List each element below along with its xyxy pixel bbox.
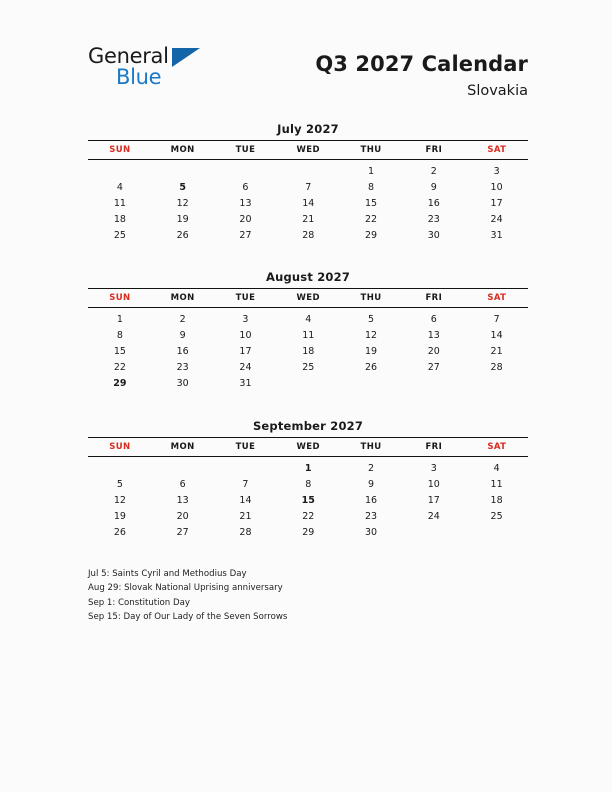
calendar-day[interactable]: 11 [113, 197, 126, 209]
calendar-day[interactable]: 13 [427, 329, 440, 341]
calendar-day[interactable]: 13 [239, 197, 252, 209]
calendar-week-row [89, 457, 529, 477]
calendar-day[interactable]: 8 [305, 478, 312, 490]
calendar-day[interactable]: 2 [367, 462, 375, 474]
calendar-day[interactable]: 23 [176, 362, 189, 374]
calendar-day[interactable]: 22 [113, 362, 126, 374]
month-block-september [88, 419, 528, 541]
calendar-day[interactable]: 4 [493, 462, 500, 474]
calendar-day[interactable]: 8 [367, 181, 375, 193]
page-title: Q3 2027 Calendar [315, 52, 528, 76]
weekday-header-row [89, 289, 529, 308]
general-blue-logo[interactable] [88, 44, 218, 96]
calendar-day[interactable]: 28 [239, 527, 252, 539]
calendar-day[interactable]: 10 [239, 329, 252, 341]
holiday-list-item: Jul 5: Saints Cyril and Methodius Day [88, 569, 247, 579]
calendar-day[interactable]: 13 [176, 494, 189, 506]
holiday-list-item: Aug 29: Slovak National Uprising anniversary [88, 583, 283, 594]
calendar-day[interactable]: 6 [430, 313, 437, 325]
logo-triangle-icon [172, 48, 200, 67]
calendar-day[interactable]: 29 [302, 527, 315, 539]
calendar-week-row [89, 327, 529, 343]
calendar-day[interactable]: 19 [113, 511, 126, 523]
calendar-day-empty [402, 525, 465, 541]
calendar-day[interactable]: 16 [176, 345, 189, 357]
calendar-week-row [89, 476, 529, 492]
calendar-day[interactable]: 28 [490, 362, 503, 374]
calendar-day[interactable]: 2 [179, 313, 186, 325]
calendar-day[interactable]: 30 [176, 378, 189, 390]
calendar-day[interactable]: 20 [427, 345, 440, 357]
calendar-day-empty [277, 160, 340, 180]
calendar-day[interactable]: 12 [364, 329, 378, 341]
weekday-header-sun: SUN [89, 438, 152, 457]
calendar-day[interactable]: 29 [364, 230, 378, 242]
calendar-week-row [89, 212, 529, 228]
calendar-day[interactable]: 11 [302, 329, 315, 341]
calendar-table [88, 437, 528, 541]
holiday-list-item: Sep 15: Day of Our Lady of the Seven Sorrows [88, 612, 288, 623]
calendar-day[interactable]: 5 [116, 478, 123, 490]
calendar-day[interactable]: 1 [116, 313, 123, 325]
weekday-header-fri: FRI [402, 141, 465, 160]
page-header [0, 0, 612, 110]
calendar-day-holiday[interactable]: 5 [179, 181, 186, 193]
calendar-week-row [89, 179, 529, 195]
calendar-day[interactable]: 27 [239, 230, 252, 242]
calendar-day-empty [214, 160, 277, 180]
calendar-day[interactable]: 10 [427, 478, 440, 490]
calendar-table [88, 288, 528, 392]
calendar-day[interactable]: 14 [302, 197, 315, 209]
calendar-day[interactable]: 22 [364, 214, 378, 226]
calendar-week-row [89, 492, 529, 508]
calendar-day[interactable]: 17 [490, 197, 503, 209]
calendar-day[interactable]: 5 [367, 313, 375, 325]
calendar-day[interactable]: 21 [302, 214, 315, 226]
month-title: August 2027 [265, 270, 351, 284]
calendar-day[interactable]: 6 [242, 181, 249, 193]
calendar-day[interactable]: 26 [364, 362, 378, 374]
calendar-day[interactable]: 14 [490, 329, 503, 341]
month-block-august [88, 270, 528, 392]
weekday-header-sun: SUN [89, 141, 152, 160]
calendar-day-holiday[interactable]: 29 [113, 378, 127, 390]
calendar-day[interactable]: 18 [113, 214, 126, 226]
calendar-day[interactable]: 23 [427, 214, 440, 226]
calendar-day-empty [151, 160, 214, 180]
calendar-day[interactable]: 18 [302, 345, 315, 357]
logo-text-blue: Blue [116, 65, 162, 89]
calendar-day-empty [402, 376, 465, 392]
calendar-day[interactable]: 30 [364, 527, 378, 539]
weekday-header-thu: THU [340, 438, 403, 457]
weekday-header-thu: THU [340, 289, 403, 308]
calendar-day[interactable]: 18 [490, 494, 503, 506]
calendar-day[interactable]: 27 [176, 527, 189, 539]
weekday-header-wed: WED [277, 141, 340, 160]
weekday-header-tue: TUE [214, 438, 277, 457]
calendar-day[interactable]: 7 [242, 478, 249, 490]
weekday-header-sun: SUN [89, 289, 152, 308]
calendar-day-empty [465, 376, 528, 392]
weekday-header-wed: WED [277, 289, 340, 308]
calendar-day-holiday[interactable]: 15 [301, 494, 315, 506]
weekday-header-fri: FRI [402, 289, 465, 308]
calendar-day[interactable]: 10 [490, 181, 503, 193]
month-title: September 2027 [252, 419, 364, 433]
calendar-day-empty [340, 376, 403, 392]
calendar-day[interactable]: 21 [239, 511, 252, 523]
calendar-day-holiday[interactable]: 1 [304, 462, 312, 474]
calendar-day[interactable]: 3 [493, 165, 500, 177]
calendar-day[interactable]: 31 [239, 378, 252, 390]
calendar-day[interactable]: 9 [367, 478, 375, 490]
calendar-week-row [89, 160, 529, 180]
calendar-day[interactable]: 7 [305, 181, 312, 193]
calendar-day[interactable]: 30 [427, 230, 440, 242]
calendar-day[interactable]: 7 [493, 313, 500, 325]
weekday-header-mon: MON [151, 438, 214, 457]
holiday-list-item: Sep 1: Constitution Day [88, 597, 190, 608]
weekday-header-row [89, 438, 529, 457]
calendar-day[interactable]: 3 [242, 313, 249, 325]
calendar-day[interactable]: 11 [490, 478, 503, 490]
calendar-day[interactable]: 1 [367, 165, 375, 177]
calendar-day[interactable]: 22 [302, 511, 315, 523]
calendar-day[interactable]: 26 [176, 230, 189, 242]
calendar-day-empty [89, 160, 152, 180]
weekday-header-row [89, 141, 529, 160]
calendar-day[interactable]: 12 [113, 494, 126, 506]
calendar-day[interactable]: 25 [490, 511, 503, 523]
calendar-day[interactable]: 4 [305, 313, 312, 325]
calendar-day-empty [465, 525, 528, 541]
calendar-day[interactable]: 21 [490, 345, 503, 357]
calendar-day[interactable]: 16 [427, 197, 440, 209]
calendar-week-row [89, 509, 529, 525]
calendar-day[interactable]: 8 [116, 329, 123, 341]
weekday-header-sat: SAT [465, 141, 528, 160]
calendar-day[interactable]: 3 [430, 462, 437, 474]
holiday-list [88, 567, 508, 625]
calendar-day[interactable]: 16 [364, 494, 378, 506]
calendar-day-empty [89, 457, 152, 477]
calendar-day[interactable]: 17 [427, 494, 440, 506]
calendar-day[interactable]: 14 [239, 494, 252, 506]
page-subtitle-country: Slovakia [467, 83, 528, 99]
calendar-day[interactable]: 20 [176, 511, 189, 523]
weekday-header-tue: TUE [214, 289, 277, 308]
calendar-day[interactable]: 23 [364, 511, 378, 523]
calendar-day-empty [151, 457, 214, 477]
calendar-day[interactable]: 17 [239, 345, 252, 357]
calendar-day[interactable]: 12 [176, 197, 189, 209]
calendar-day[interactable]: 27 [427, 362, 440, 374]
calendar-day[interactable]: 19 [364, 345, 378, 357]
calendar-day[interactable]: 15 [113, 345, 126, 357]
calendar-week-row [89, 195, 529, 211]
calendar-table [88, 140, 528, 244]
calendar-week-row [89, 228, 529, 244]
weekday-header-tue: TUE [214, 141, 277, 160]
calendar-day[interactable]: 25 [302, 362, 315, 374]
weekday-header-sat: SAT [465, 438, 528, 457]
calendar-week-row [89, 376, 529, 392]
month-title: July 2027 [277, 122, 339, 136]
calendar-day[interactable]: 31 [490, 230, 503, 242]
calendar-day[interactable]: 9 [179, 329, 186, 341]
month-block-july [88, 122, 528, 244]
weekday-header-mon: MON [151, 289, 214, 308]
calendar-week-row [89, 308, 529, 328]
calendar-day[interactable]: 24 [490, 214, 503, 226]
calendar-day[interactable]: 15 [364, 197, 378, 209]
logo-text-general: General [88, 44, 169, 68]
weekday-header-mon: MON [151, 141, 214, 160]
calendar-day[interactable]: 9 [430, 181, 437, 193]
calendar-day-empty [214, 457, 277, 477]
title-block [315, 52, 528, 101]
weekday-header-thu: THU [340, 141, 403, 160]
calendar-day[interactable]: 26 [113, 527, 126, 539]
calendar-day[interactable]: 25 [113, 230, 126, 242]
calendar-week-row [89, 525, 529, 541]
weekday-header-sat: SAT [465, 289, 528, 308]
calendar-day[interactable]: 24 [427, 511, 440, 523]
calendar-day[interactable]: 2 [430, 165, 437, 177]
calendar-week-row [89, 343, 529, 359]
calendar-week-row [89, 360, 529, 376]
calendar-day[interactable]: 19 [176, 214, 189, 226]
calendar-day[interactable]: 4 [116, 181, 123, 193]
calendar-day-empty [277, 376, 340, 392]
weekday-header-fri: FRI [402, 438, 465, 457]
calendar-day[interactable]: 20 [239, 214, 252, 226]
weekday-header-wed: WED [277, 438, 340, 457]
calendar-day[interactable]: 24 [239, 362, 252, 374]
calendar-day[interactable]: 28 [302, 230, 315, 242]
calendar-day[interactable]: 6 [179, 478, 186, 490]
